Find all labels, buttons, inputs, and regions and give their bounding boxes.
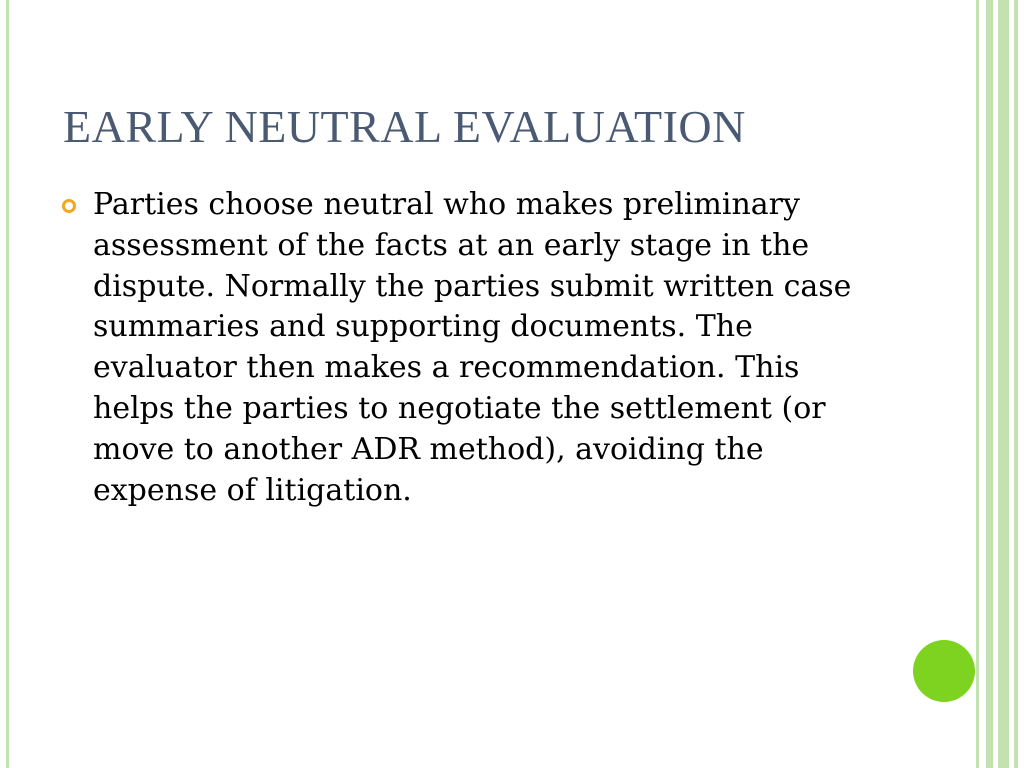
right-decorative-stripes — [976, 0, 1024, 768]
ring-bullet-icon — [62, 199, 76, 213]
left-border-stripe — [6, 0, 9, 768]
decorative-stripe — [986, 0, 993, 768]
green-circle-decoration — [913, 640, 975, 702]
bullet-list — [62, 185, 882, 511]
decorative-stripe — [1014, 0, 1018, 768]
decorative-stripe — [976, 0, 979, 768]
decorative-stripe — [998, 0, 1009, 768]
bullet-item — [62, 185, 882, 511]
slide-title: EARLY NEUTRAL EVALUATION — [63, 101, 746, 152]
bullet-text: Parties choose neutral who makes preliminary assessment of the facts at an early stage in the dispute. Normally the parties submit written case summaries and supporting documents. The evaluator then makes a recommendation. This helps the parties to negotiate the settlement (or move to another ADR method), avoiding the expense of litigation. — [93, 187, 852, 508]
